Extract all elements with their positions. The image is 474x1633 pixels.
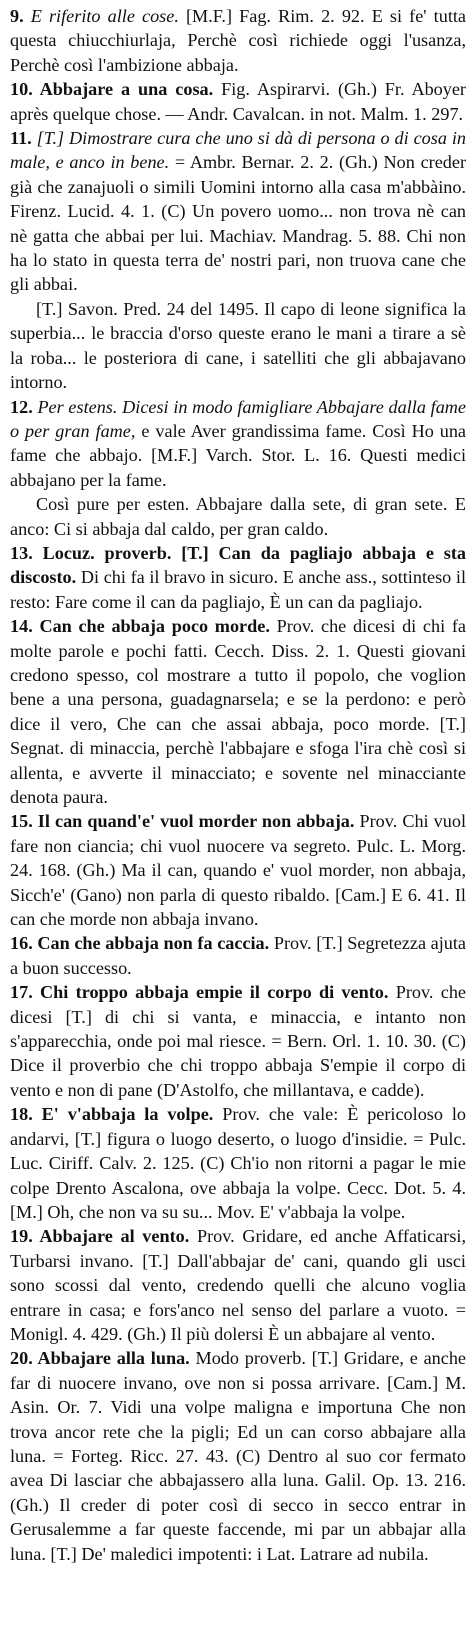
entry-heading: Locuz. proverb. [T.] Can da pagliajo abbaja e sta discosto. [10,542,466,588]
entry-9 [10,4,466,77]
entry-body: Prov. che dicesi [T.] di chi si vanta, e minaccia, e intanto non s'apparecchia, onde poi mal riesce. = Bern. Orl. 1. 10. 30. (C) Dice il proverbio che chi troppo abbaja S'empie il corpo di vento e non di pane (D'Astolfo, che millantava, e cadde). [10,982,466,1100]
entry-heading: Abbajare al vento. [32,1226,197,1247]
entry-body: Prov. che dicesi di chi fa molte parole e pochi fatti. Cecch. Diss. 2. 1. Questi giovani credono spesso, col mostrare a tutto il popolo, che voglion bene a una persona, guadagnarsela; e se la perdono: e però dice il vero, Che can che assai abbaja, poco morde. [T.] Segnat. di minaccia, perchè l'abbajare e sfoga l'ira chè così si allenta, e avverte il minacciato; e sovente nel minacciante denota paura. [10,616,466,807]
entry-12-continuation [10,492,466,541]
entry-heading: Abbajare alla luna. [32,1348,196,1369]
entry-15 [10,809,466,931]
entry-number: 18. [10,1104,33,1125]
entry-body: Fig. Aspirarvi. (Gh.) Fr. Aboyer après quelque chose. — Andr. Cavalcan. in not. Malm. 1. 297. [10,79,466,124]
entry-body: Prov. [T.] Segretezza ajuta a buon successo. [10,933,466,978]
entry-number: 16. [10,933,33,954]
entry-heading: Il can quand'e' vuol morder non abbaja. [32,811,360,832]
entry-heading: Can che abbaja poco morde. [32,616,277,637]
entry-16 [10,931,466,980]
entry-17 [10,980,466,1102]
entry-13 [10,541,466,614]
entry-heading: Can che abbaja non fa caccia. [32,933,274,954]
entry-body: e vale Aver grandissima fame. Così Ho una fame che abbajo. [M.F.] Varch. Stor. L. 16. Questi medici abbajano per la fame. [10,420,466,490]
entry-11 [10,126,466,297]
entry-10 [10,77,466,126]
entry-number: 13. [10,542,33,563]
entry-number: 14. [10,616,33,637]
entry-number: 17. [10,982,33,1003]
entry-heading: E' v'abbaja la volpe. [32,1104,223,1125]
entry-body: = Ambr. Bernar. 2. 2. (Gh.) Non creder già che zanajuoli o simili Uomini intorno alla casa m'abbàino. Firenz. Lucid. 4. 1. (C) Un povero uomo... non trova nè can nè gatta che abbai per lui. Machiav. Mandrag. 5. 88. Chi non ha lo stato in questa terra de' nostri pari, non truova cane che gli abbai. [10,152,466,295]
entry-heading: Abbajare a una cosa. [32,79,222,100]
entry-body: Di chi fa il bravo in sicuro. E anche ass., sottinteso il resto: Fare come il can da pagliajo, È un can da pagliajo. [10,567,467,612]
entry-12 [10,395,466,493]
entry-11-continuation [10,297,466,395]
entry-body: [M.F.] Fag. Rim. 2. 92. E si fe' tutta questa chiucchiurlaja, Perchè così richiede oggi l'usanza, Perchè così l'ambizione abbaja. [10,6,467,75]
entry-heading: Per estens. Dicesi in modo famigliare Abbajare dalla fame o per gran fame, [10,396,466,441]
entry-heading: [T.] Dimostrare cura che uno si dà di persona o di cosa in male, e anco in bene. [10,128,466,173]
entry-heading: Chi troppo abbaja empie il corpo di vento. [32,982,396,1003]
entry-body: Prov. che vale: È pericoloso lo andarvi, [T.] figura o luogo deserto, o luogo d'insidie. = Pulc. Luc. Ciriff. Calv. 2. 125. (C) Ch'io non ritorni a pagar le mie colpe Drento Ascalona, ove abbaja la volpe. Cecc. Dot. 5. 4. [M.] Oh, che non va su su... Mov. E' v'abbaja la volpe. [10,1104,466,1222]
entry-number: 15. [10,811,33,832]
entry-heading: E riferito alle cose. [23,6,186,26]
entry-body: [T.] Savon. Pred. 24 del 1495. Il capo di leone significa la superbia... le braccia d'orso queste erano le mani a tirare a sè la roba... le posteriora di cane, i satelliti che gli abbajavano intorno. [10,298,466,393]
entry-number: 11. [10,128,32,149]
entry-number: 20. [10,1348,33,1369]
entry-number: 19. [10,1226,33,1247]
entry-body: Prov. Gridare, ed anche Affaticarsi, Turbarsi invano. [T.] Dall'abbajar de' cani, quando gli usci sono scossi dal vento, credendo quelli che alcuno voglia entrare in casa; e fors'anco nel senso del parlare a vuoto. = Monigl. 4. 429. (Gh.) Il più dolersi È un abbajare al vento. [10,1226,467,1344]
entry-body: Prov. Chi vuol fare non ciancia; chi vuol nuocere va segreto. Pulc. L. Morg. 24. 168. (Gh.) Ma il can, quando e' vuol morder, non abbaja, Sicch'e' (Gano) non parla di questo ribaldo. [Cam.] E 6. 41. Il can che morde non abbaja invano. [10,811,466,930]
entry-14 [10,614,466,809]
entry-18 [10,1102,466,1224]
entry-number: 12. [10,396,33,417]
entry-number: 10. [10,79,33,100]
entry-number: 9. [10,6,24,26]
entry-19 [10,1224,466,1346]
entry-body: Così pure per esten. Abbajare dalla sete, di gran sete. E anco: Ci si abbaja dal caldo, per gran caldo. [10,494,466,539]
entry-body: Modo proverb. [T.] Gridare, e anche far di nuocere invano, ove non si possa arrivare. [Cam.] M. Asin. Or. 7. Vidi una volpe maligna e importuna Che non trova ancor rete che la pigli; Ed un can corso abbajare alla luna. = Forteg. Ricc. 27. 43. (C) Dentro al suo cor fermato avea Di lasciar che abbajassero alla luna. Galil. Op. 13. 216. (Gh.) Il creder di poter così di secco in secco entrar in Gerusalemme a far queste faccende, mi par un abbajar alla luna. [T.] De' maledici impotenti: i Lat. Latrare ad nubila. [10,1348,467,1564]
entry-20 [10,1346,466,1566]
